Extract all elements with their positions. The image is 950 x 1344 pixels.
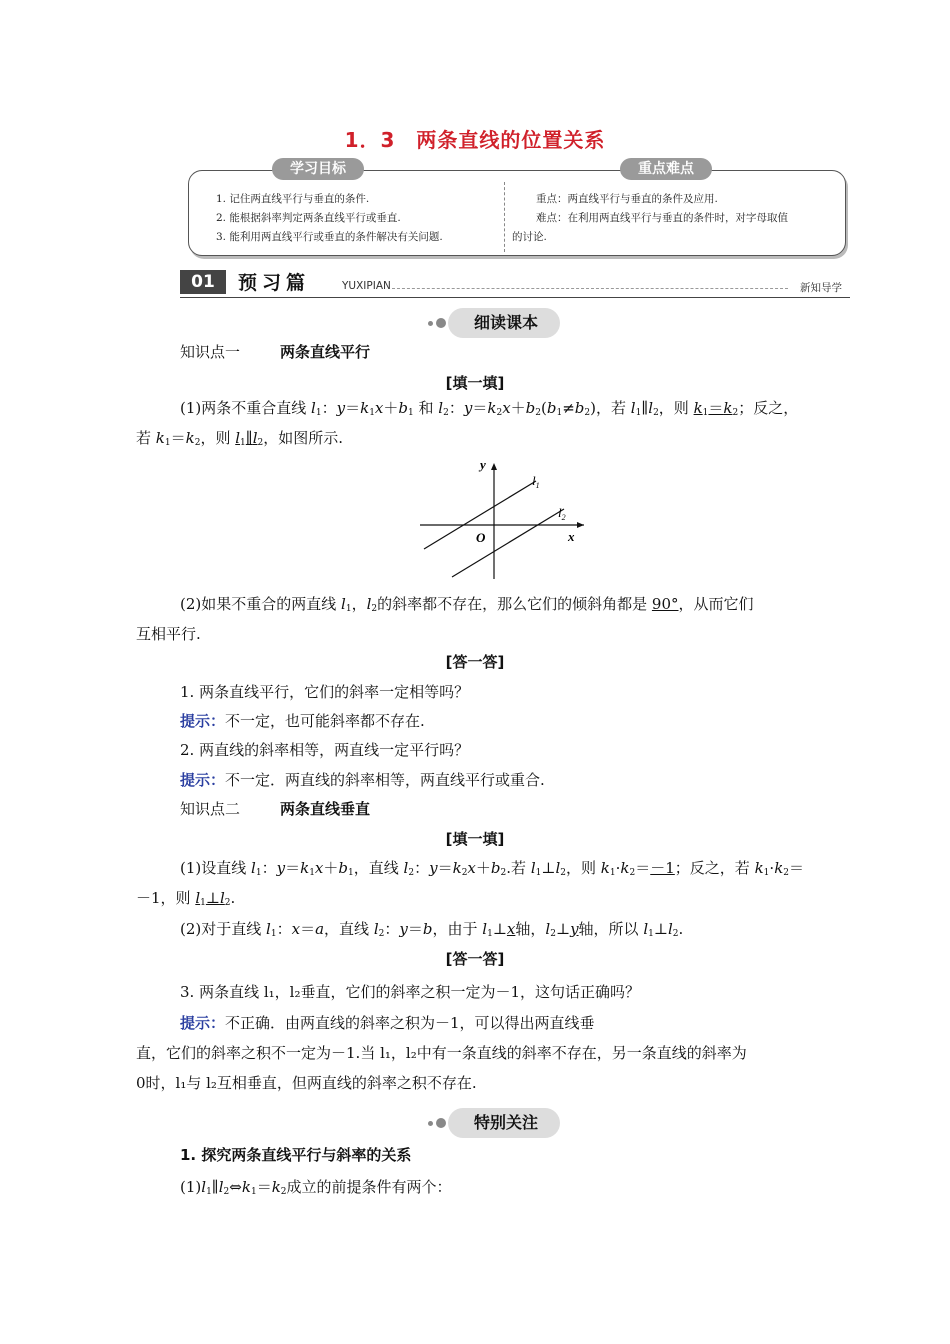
page-title: 1．3 两条直线的位置关系 bbox=[344, 128, 606, 152]
key-points-tab: 重点难点 bbox=[620, 158, 712, 180]
vertical-lines-text: (2)如果不重合的两直线 $l_1$，$l_2$的斜率都不存在，那么它们的倾斜角都是 90°，从而它们 bbox=[180, 595, 754, 614]
origin-label: O bbox=[476, 530, 486, 545]
answer-1: 提示：不一定，也可能斜率都不存在. bbox=[180, 712, 425, 730]
section-dashed-rule bbox=[392, 288, 788, 289]
answer-3-line-1: 提示：不正确．由两直线的斜率之积为－1，可以得出两直线垂 bbox=[180, 1014, 595, 1032]
parallel-condition-text-2: 若 $k_1=k_2$，则 $l_1\parallel l_2$，如图所示. bbox=[136, 429, 344, 448]
special-heading-1: 1. 探究两条直线平行与斜率的关系 bbox=[180, 1146, 412, 1164]
key-point-item: 难点：在利用两直线平行与垂直的条件时，对字母取值 bbox=[536, 212, 788, 224]
key-points-list bbox=[512, 190, 834, 247]
answer-3-line-2: 直，它们的斜率之积不一定为－1.当 l₁，l₂中有一条直线的斜率不存在，另一条直线的斜率为 bbox=[136, 1044, 747, 1062]
kp-label: 知识点一 bbox=[180, 343, 241, 361]
learning-goals-list bbox=[216, 190, 443, 247]
goal-item: 1. 记住两直线平行与垂直的条件. bbox=[216, 193, 370, 205]
fill-heading-2: [填一填] bbox=[445, 830, 505, 848]
l1-label: $l_1$ bbox=[532, 473, 540, 490]
pill-label: 细读课本 bbox=[474, 313, 539, 332]
special-condition-text: $(1)l_1\parallel l_2\Leftrightarrow k_1=k_2$成立的前提条件有两个： bbox=[180, 1178, 452, 1197]
goal-item: 2. 能根据斜率判定两条直线平行或垂直. bbox=[216, 212, 401, 224]
special-attention-pill bbox=[448, 1108, 560, 1138]
answer-3-line-3: 0时，l₁与 l₂互相垂直，但两直线的斜率之积不存在. bbox=[136, 1074, 477, 1092]
section-title: 预习篇 bbox=[238, 272, 311, 294]
perpendicular-condition-text-2: －1，则 $l_1\perp l_2$. bbox=[136, 889, 236, 908]
goal-item: 3. 能利用两直线平行或垂直的条件解决有关问题. bbox=[216, 231, 443, 243]
answer-heading: [答一答] bbox=[445, 653, 505, 671]
key-point-item: 重点：两直线平行与垂直的条件及应用. bbox=[536, 193, 718, 205]
pill-label: 特别关注 bbox=[474, 1113, 539, 1132]
section-subtitle: 新知导学 bbox=[800, 282, 842, 294]
question-3: 3. 两条直线 l₁，l₂垂直，它们的斜率之积一定为－1，这句话正确吗？ bbox=[180, 983, 641, 1001]
kp-title: 两条直线平行 bbox=[280, 343, 371, 361]
section-underline bbox=[180, 297, 850, 298]
x-axis-label: x bbox=[568, 529, 575, 544]
section-english: YUXIPIAN bbox=[342, 280, 391, 292]
vertical-lines-text-2: 互相平行. bbox=[136, 625, 201, 643]
knowledge-point-1 bbox=[180, 340, 370, 364]
line-l2 bbox=[452, 509, 564, 577]
perpendicular-condition-text: (1)设直线 $l_1$：$y=k_1x+b_1$，直线 $l_2$：$y=k_2x+b_2$.若 $l_1\perp l_2$，则 $k_1\cdot k_2=-1$；反之，若 $k_1\cdot k_2=$ bbox=[180, 859, 805, 878]
knowledge-point-2: 知识点二 两条直线垂直 bbox=[180, 800, 371, 818]
answer-heading-2: [答一答] bbox=[445, 950, 505, 968]
parallel-lines-figure bbox=[412, 455, 592, 585]
y-axis-label: y bbox=[480, 457, 486, 472]
axis-perpendicular-text: (2)对于直线 $l_1$：x＝a，直线 $l_2$：y＝b，由于 $l_1\perp x$轴，$l_2\perp y$轴，所以 $l_1\perp l_2$. bbox=[180, 920, 684, 939]
answer-2: 提示：不一定．两直线的斜率相等，两直线平行或重合. bbox=[180, 771, 545, 789]
read-textbook-pill bbox=[448, 308, 560, 338]
l2-label: $l_2$ bbox=[558, 505, 566, 522]
goals-divider bbox=[504, 182, 505, 252]
x-axis-arrow bbox=[577, 522, 584, 528]
learning-goals-tab: 学习目标 bbox=[272, 158, 364, 180]
question-2: 2. 两直线的斜率相等，两直线一定平行吗？ bbox=[180, 741, 470, 759]
section-number: 01 bbox=[180, 270, 226, 294]
question-1: 1. 两条直线平行，它们的斜率一定相等吗？ bbox=[180, 683, 470, 701]
fill-heading: [填一填] bbox=[445, 374, 505, 392]
key-point-item: 的讨论. bbox=[512, 231, 547, 243]
y-axis-arrow bbox=[491, 463, 497, 470]
parallel-condition-text: (1)两条不重合直线 $l_1$：$y=k_1x+b_1$ 和 $l_2$：$y=k_2x+b_2(b_1\ne b_2)$，若 $l_1\parallel l_2$，则 $k_1=k_2$；反之， bbox=[180, 399, 799, 418]
